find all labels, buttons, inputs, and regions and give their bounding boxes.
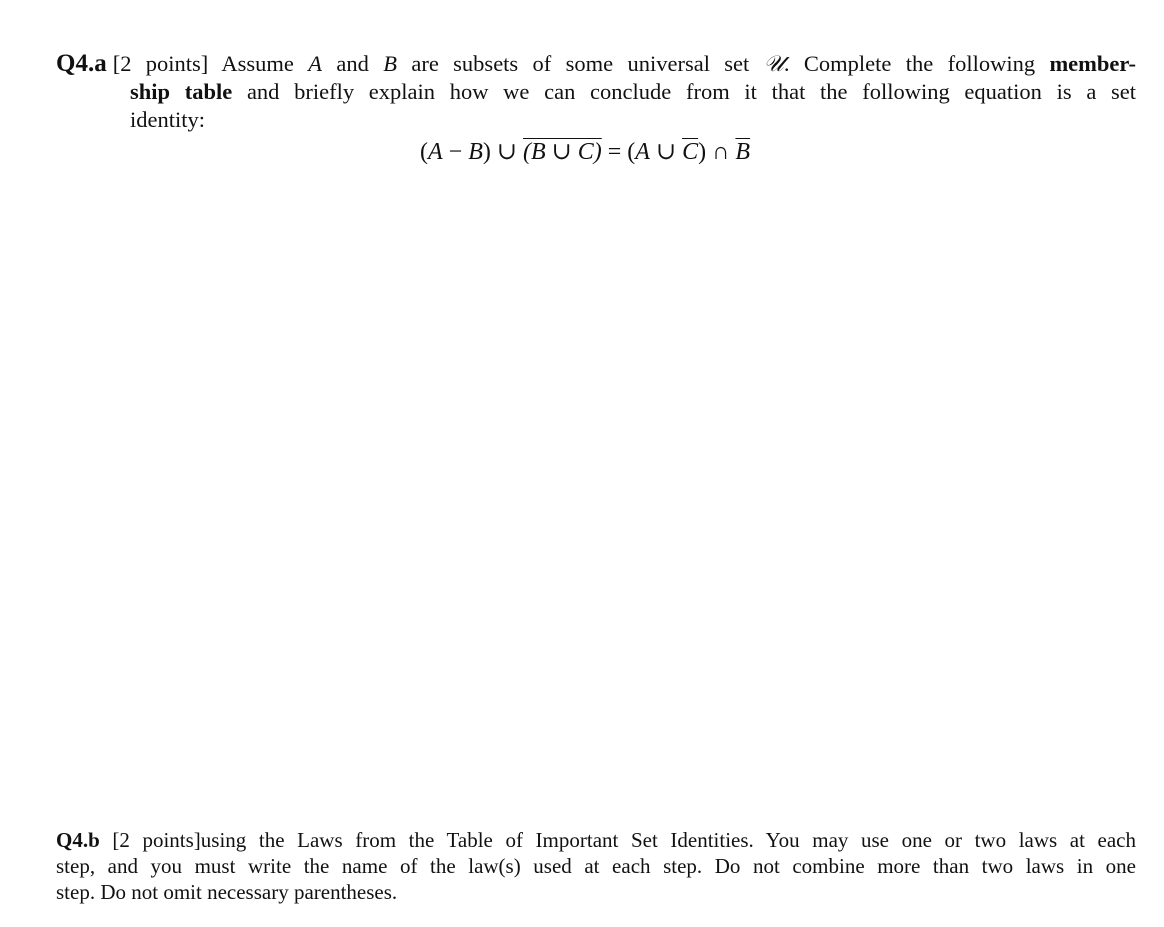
q4a-line-2 [130,78,1136,106]
q4b-line-1 [56,827,1136,853]
set-b: B [383,51,397,76]
q4a-text-3: . Complete the following [783,51,1036,76]
q4a-line-3 [130,106,1136,134]
eq-open-paren: ( [420,139,428,165]
q4b-line-2: step, and you must write the name of the law(s) used at each step. Do not combine more than two laws in one [56,854,1136,878]
q4a-and: and [336,51,369,76]
eq-minus: − [442,139,469,165]
q4a-text-4: and briefly explain how we can conclude from it that the following equation is a set [246,79,1136,104]
eq-intersection: ) ∩ [698,139,736,165]
q4b-line-3: step. Do not omit necessary parentheses. [56,880,398,904]
q4a-text-5: identity: [130,107,205,132]
q4a-line-1 [56,50,1136,78]
question-4b [56,827,1136,905]
eq-complement-b-union-c: (B ∪ C) [523,139,602,165]
q4b-line-1-text: [2 points]using the Laws from the Table of Important Set Identities. You may use one or two laws at each [112,828,1137,852]
answer-space[interactable] [56,180,1136,810]
q4a-label: Q4.a [56,50,107,77]
set-identity-equation [420,137,750,166]
eq-set-a-2: A [635,139,650,165]
eq-equals: = ( [601,139,636,165]
q4a-text-2: are subsets of some universal set [411,51,750,76]
q4a-bold-1: member- [1049,51,1137,76]
universal-set-symbol: 𝒰 [763,51,784,77]
eq-set-b-1: B [468,139,483,165]
q4b-label: Q4.b [56,828,100,852]
q4a-points: [2 points] [112,51,209,76]
eq-set-a-1: A [428,139,443,165]
q4a-bold-2: ship table [130,79,233,104]
eq-union-2: ∪ [649,139,683,165]
eq-complement-b: $\overline{B}$ [735,139,751,165]
q4a-continuation [56,78,1136,134]
set-a: A [308,51,323,76]
q4a-text-1: Assume [221,51,294,76]
eq-union-1: ) ∪ [482,139,523,165]
eq-complement-c: $\overline{C}$ [682,139,699,165]
question-4a [56,50,1136,134]
